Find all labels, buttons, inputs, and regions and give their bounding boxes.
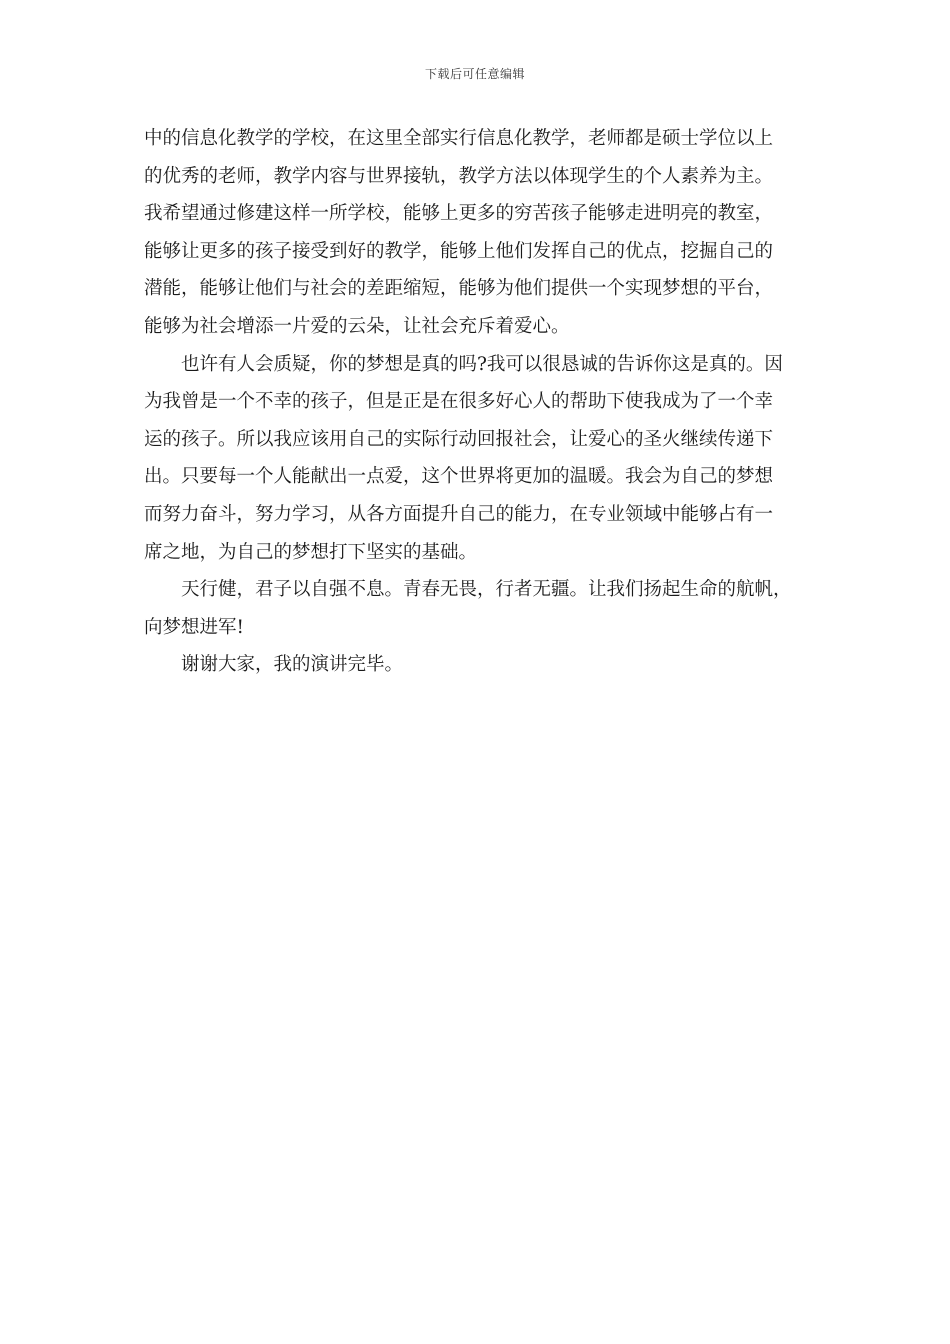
body-line: 而努力奋斗，努力学习，从各方面提升自己的能力，在专业领域中能够占有一 <box>144 503 774 525</box>
body-line: 席之地，为自己的梦想打下坚实的基础。 <box>144 541 478 563</box>
body-line: 为我曾是一个不幸的孩子，但是正是在很多好心人的帮助下使我成为了一个幸 <box>144 391 774 413</box>
closing-line: 谢谢大家，我的演讲完毕。 <box>181 654 404 676</box>
body-line: 中的信息化教学的学校，在这里全部实行信息化教学，老师都是硕士学位以上 <box>144 128 774 149</box>
paragraph-start-line: 天行健，君子以自强不息。青春无畏，行者无疆。让我们扬起生命的航帆， <box>181 579 792 601</box>
body-line: 向梦想进军! <box>144 616 244 638</box>
body-line: 能够为社会增添一片爱的云朵，让社会充斥着爱心。 <box>144 315 570 337</box>
page-header: 下载后可任意编辑 <box>424 67 525 81</box>
body-line: 潜能，能够让他们与社会的差距缩短，能够为他们提供一个实现梦想的平台， <box>144 278 774 300</box>
paragraph-start-line: 也许有人会质疑，你的梦想是真的吗?我可以很恳诚的告诉你这是真的。因 <box>181 353 783 375</box>
body-line: 我希望通过修建这样一所学校，能够上更多的穷苦孩子能够走进明亮的教室， <box>144 203 774 225</box>
body-line: 能够让更多的孩子接受到好的教学，能够上他们发挥自己的优点，挖掘自己的 <box>144 240 774 262</box>
document-body <box>144 120 824 684</box>
body-line: 的优秀的老师，教学内容与世界接轨，教学方法以体现学生的个人素养为主。 <box>144 165 774 187</box>
body-line: 出。只要每一个人能献出一点爱，这个世界将更加的温暖。我会为自己的梦想 <box>144 466 774 488</box>
body-line: 运的孩子。所以我应该用自己的实际行动回报社会，让爱心的圣火继续传递下 <box>144 428 774 450</box>
